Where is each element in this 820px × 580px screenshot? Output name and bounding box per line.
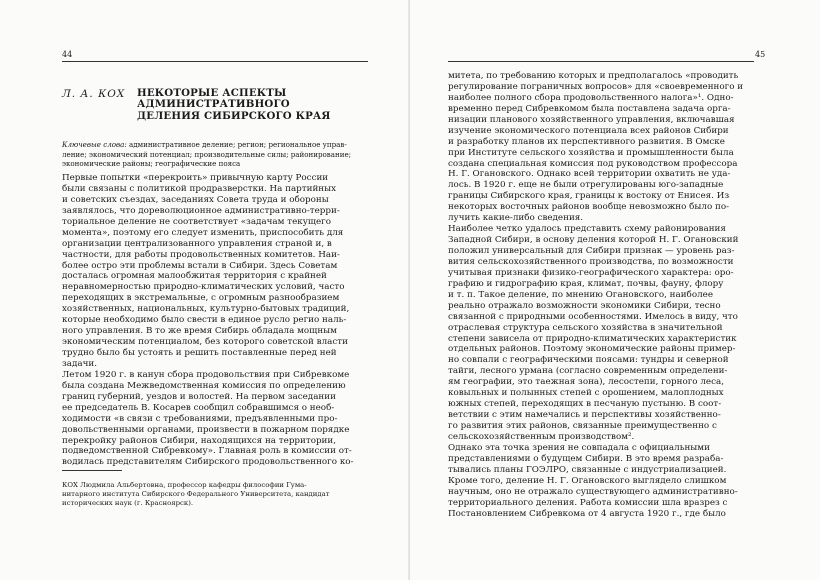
article-title <box>137 88 331 122</box>
text-line: лось. В 1920 г. еще не были отрегулированы юго-западные <box>448 180 724 191</box>
text-line: отраслевая структура сельского хозяйства в значительной <box>448 322 723 333</box>
text-line: более остро эти проблемы встали в Сибири. Здесь Советам <box>62 260 338 271</box>
author-name: Л. А. КОХ <box>62 88 126 100</box>
right-body-text <box>448 71 754 519</box>
author-footnote <box>62 481 368 508</box>
text-line: го развития этих районов, связанные преимущественно с <box>448 421 717 431</box>
text-line: Кроме того, деление Н. Г. Огановского выглядело слишком <box>448 475 727 486</box>
text-line: ветствии с этим намечались и перспективы хозяйственно- <box>448 410 721 421</box>
text-line: вития сельскохозяйственного производства, по возможности <box>448 256 734 267</box>
text-line: ного управления. В то же время Сибирь обладала мощным <box>62 326 337 337</box>
text-line: ковыльных и полынных степей с орошением, малоплодных <box>448 388 724 399</box>
keywords-line: ление; экономический потенциал; производительные силы; районирование; <box>62 149 352 159</box>
title-line: ДЕЛЕНИЯ СИБИРСКОГО КРАЯ <box>137 109 331 122</box>
text-line: неравномерностью природно-климатических условий, часто <box>62 282 345 293</box>
text-line: Первые попытки «перекроить» привычную карту России <box>62 173 329 183</box>
text-line: были связаны с политикой продразверстки. На партийных <box>62 183 337 194</box>
text-line: реально отражало возможности экономики Сибири, тесно <box>448 300 721 311</box>
text-line: КОХ Людмила Альбертовна, профессор кафедры философии Гума- <box>62 481 307 489</box>
left-body-text <box>62 173 368 468</box>
text-line: Н. Г. Огановского. Однако всей территории охватить не уда- <box>448 169 731 180</box>
text-line: регулирование пограничных вопросов» для «своевременного и <box>448 81 744 92</box>
text-line: довольственными органами, произвести в пожарном порядке <box>62 424 350 435</box>
text-line: задачи. <box>62 358 97 369</box>
text-line: графию и гидрографию края, климат, почвы, фауну, флору <box>448 278 724 289</box>
text-line: сельскохозяйственным производством². <box>448 431 635 442</box>
text-line: тывались планы ГОЭЛРО, связанные с индустриализацией. <box>448 464 727 475</box>
text-line: подведомственной Сибревкому». Главная роль в комиссии от- <box>62 446 352 457</box>
page-number-right: 45 <box>755 50 766 59</box>
keywords-label: Ключевые слова: <box>62 140 127 149</box>
text-line: Наиболее четко удалось представить схему районирования <box>448 224 726 235</box>
text-line: изучение экономического потенциала всех районов Сибири <box>448 125 729 136</box>
text-line: водилась представителям Сибирского продовольственного ко- <box>62 457 354 468</box>
text-line: момента», поэтому его следует изменить, приспособить для <box>62 227 344 238</box>
text-line: и советских съездах, заседаниях Совета труда и обороны <box>62 194 329 205</box>
header-rule-right <box>448 61 754 62</box>
text-line: переходящих в экстремальные, с огромным разнообразием <box>62 293 340 304</box>
text-line: митета, по требованию которых и предполагалось «проводить <box>448 71 739 81</box>
text-line: южных степей, переходящих в песчаную пустыню. В соот- <box>448 399 722 410</box>
text-line: некоторых восточных районов вообще невозможно было по- <box>448 202 730 213</box>
text-line: Летом 1920 г. в канун сбора продовольствия при Сибревкоме <box>62 369 350 380</box>
text-line: и т. п. Такое деление, по мнению Огановского, наиболее <box>448 289 714 300</box>
text-line: связанной с природными особенностями. Имелось в виду, что <box>448 311 738 322</box>
keywords-block <box>62 140 368 169</box>
text-line: ее председатель В. Косарев сообщил собравшимся о необ- <box>62 402 335 413</box>
text-line: лучить какие-либо сведения. <box>448 213 584 224</box>
text-line: частности, для работы продовольственных комитетов. Наи- <box>62 249 340 260</box>
text-line: территориального деления. Работа комиссии шла вразрез с <box>448 497 728 508</box>
text-line: заявлялось, что дореволюционное административно-терри- <box>62 205 340 216</box>
text-line: научным, оно не отражало существующего административно- <box>448 486 738 497</box>
text-line: нитарного института Сибирского Федерального Университета, кандидат <box>62 490 330 498</box>
text-line: наиболее полного сбора продовольственного налога»¹. Одно- <box>448 92 734 103</box>
keywords-text: административное деление; регион; региональное управ- <box>126 140 347 149</box>
text-line: трудно было бы устоять и решить поставленные перед ней <box>62 348 337 358</box>
text-line: перекройку районов Сибири, находящихся на территории, <box>62 435 337 446</box>
text-line: степени зависела от природно-климатических характеристик <box>448 333 737 344</box>
text-line: экономическим потенциалом, без которого советской власти <box>62 337 348 348</box>
text-line: Западной Сибири, в основу деления которой Н. Г. Огановский <box>448 235 739 246</box>
header-rule-left <box>62 61 368 62</box>
text-line: отдельных районов. Поэтому экономические районы пример- <box>448 344 736 355</box>
text-line: тайги, лесного урмана (согласно современным определени- <box>448 366 728 377</box>
text-line: представлениями о будущем Сибири. В это время разраба- <box>448 453 724 464</box>
title-line: НЕКОТОРЫЕ АСПЕКТЫ <box>137 87 287 99</box>
text-line: и разработку планов их перспективного развития. В Омске <box>448 136 725 147</box>
text-line: досталась огромная малообжитая территория с крайней <box>62 271 327 282</box>
text-line: временно перед Сибревкомом была поставлена задача орга- <box>448 103 731 114</box>
text-line: при Институте сельского хозяйства и промышленности была <box>448 147 734 158</box>
text-line: исторических наук (г. Красноярск). <box>62 499 194 507</box>
text-line: была создана Межведомственная комиссия по определению <box>62 380 346 391</box>
text-line: но совпали с географическими поясами: тундры и северной <box>448 355 729 366</box>
keywords-line <box>62 140 368 150</box>
text-line: низации планового хозяйственного управления, включавшая <box>448 114 735 125</box>
text-line: которые необходимо было свести в единое русло регио наль- <box>62 315 347 326</box>
text-line: хозяйственных, национальных, культурно-бытовых традиций, <box>62 304 350 315</box>
text-line: организации централизованного управления страной и, в <box>62 238 332 249</box>
keywords-line: экономические районы; географические пояса <box>62 159 241 169</box>
text-line: ям географии, это таежная зона), лесостепи, горного леса, <box>448 377 724 388</box>
text-line: границы Сибирского края, границы к востоку от Енисея. Из <box>448 191 730 202</box>
text-line: Однако эта точка зрения не совпадала с официальными <box>448 442 710 453</box>
page-number-left: 44 <box>62 50 73 59</box>
text-line: ходимости «в связи с требованиями, предъявленными про- <box>62 413 338 424</box>
footnote-rule <box>62 470 122 471</box>
text-line: положил универсальный для Сибири признак — уровень раз- <box>448 246 735 256</box>
title-line: АДМИНИСТРАТИВНОГО <box>137 98 290 111</box>
text-line: ториальное деление не соответствует «задачам текущего <box>62 216 332 227</box>
text-line: границ губерний, уездов и волостей. На первом заседании <box>62 391 336 402</box>
text-line: создана специальная комиссия под руководством профессора <box>448 158 738 169</box>
text-line: учитывая признаки физико-географического характера: оро- <box>448 267 734 278</box>
text-line: Постановлением Сибревкома от 4 августа 1920 г., где было <box>448 508 726 519</box>
